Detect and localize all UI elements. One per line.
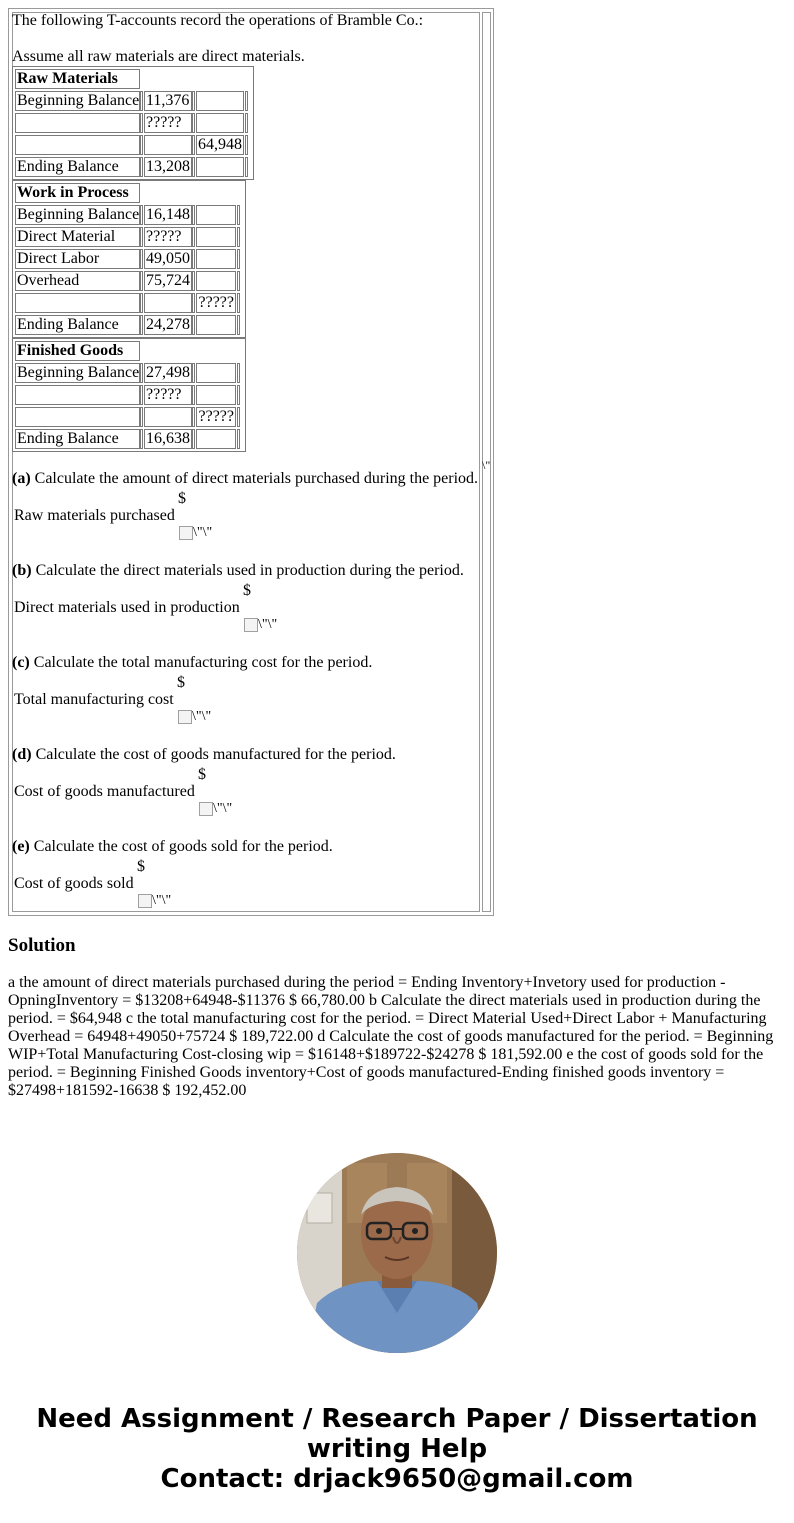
wip-row-5-debit	[144, 293, 192, 313]
rm-separator-left-4	[140, 157, 143, 177]
fg-row-1-credit	[196, 363, 236, 383]
question-d-text: Calculate the cost of goods manufactured for the period.	[31, 746, 396, 763]
wip-row-6-debit: 24,278	[146, 316, 190, 333]
broken-image-icon	[178, 710, 192, 724]
wip-separator-right-1	[237, 205, 240, 225]
rm-separator-left-2	[140, 113, 143, 133]
question-e-letter: (e)	[12, 838, 30, 855]
wip-row-6-label: Ending Balance	[15, 315, 140, 335]
rm-separator-mid-3	[192, 135, 195, 155]
wip-separator-left-1	[140, 205, 143, 225]
rm-separator-right-1	[245, 91, 248, 111]
fg-separator-left-4	[140, 429, 143, 449]
wip-row-3-credit	[196, 249, 236, 269]
fg-row-2-label	[15, 385, 140, 405]
rm-row-2-debit: ?????	[144, 113, 192, 133]
question-a-text: Calculate the amount of direct materials purchased during the period.	[30, 470, 479, 487]
rm-row-2-label	[15, 113, 140, 133]
question-b-letter: (b)	[12, 562, 32, 579]
rm-row-3-label	[15, 135, 140, 155]
wip-separator-mid-5	[192, 293, 195, 313]
wip-row-1-credit	[196, 205, 236, 225]
fg-separator-right-1	[237, 363, 240, 383]
raw-materials-table	[12, 66, 254, 180]
rm-separator-mid-1	[192, 91, 195, 111]
rm-row-3-credit: 64,948	[198, 136, 242, 153]
rm-separator-right-2	[245, 113, 248, 133]
fg-title: Finished Goods	[15, 341, 140, 361]
rm-row-1-credit	[196, 91, 244, 111]
work-in-process-table	[12, 180, 246, 338]
wip-row-2-credit	[196, 227, 236, 247]
fg-row-1-label: Beginning Balance	[17, 364, 140, 381]
answer-b-currency: $	[243, 582, 251, 599]
promo-banner	[0, 1404, 794, 1494]
rm-separator-right-4	[245, 157, 248, 177]
fg-separator-left-1	[140, 363, 143, 383]
fg-row-1-debit: 27,498	[146, 364, 190, 381]
fg-row-4-credit	[196, 429, 236, 449]
solution-text: a the amount of direct materials purchased during the period = Ending Inventory+Invetory used for production - OpningInventory = $13208+64948-$11376 $ 66,780.00 b Calculate the direct materials used in production during the period. = $64,948 c the total manufacturing cost for the period. = Direct Material Used+Direct Labor + Manufacturing Overhead = 64948+49050+75724 $ 189,722.00 d Calculate the cost of goods manufactured for the period. = Beginning WIP+Total Manufacturing Cost-closing wip = $16148+$189722-$24278 $ 181,592.00 e the cost of goods sold for the period. = Beginning Finished Goods inventory+Cost of goods manufactured-Ending finished goods inventory = $27498+181592-16638 $ 192,452.00	[8, 974, 774, 1099]
wip-separator-left-3	[140, 249, 143, 269]
wip-row-1-label: Beginning Balance	[17, 206, 140, 223]
fg-row-3-debit	[144, 407, 192, 427]
answer-e-label: Cost of goods sold	[14, 875, 134, 892]
rm-row-1-debit: 11,376	[144, 91, 192, 111]
fg-separator-left-3	[140, 407, 143, 427]
promo-contact: Contact: drjack9650@gmail.com	[160, 1464, 634, 1494]
answer-c-input-alt: \"\"	[192, 709, 212, 724]
fg-separator-right-2	[237, 385, 240, 405]
wip-separator-left-4	[140, 271, 143, 291]
answer-b-input[interactable]	[244, 617, 277, 633]
fg-separator-mid-3	[192, 407, 195, 427]
question-d	[12, 746, 396, 764]
solution-heading: Solution	[8, 935, 76, 956]
broken-image-icon	[138, 894, 152, 908]
wip-separator-right-3	[237, 249, 240, 269]
fg-separator-right-4	[237, 429, 240, 449]
fg-row-3-label	[15, 407, 140, 427]
answer-d-input[interactable]	[199, 801, 232, 817]
assumption-text: Assume all raw materials are direct materials.	[12, 48, 305, 65]
answer-b-label: Direct materials used in production	[14, 599, 240, 616]
wip-row-6-credit	[196, 315, 236, 335]
rm-separator-mid-4	[192, 157, 195, 177]
wip-row-4-credit	[196, 271, 236, 291]
rm-separator-left-3	[140, 135, 143, 155]
question-e-text: Calculate the cost of goods sold for the period.	[29, 838, 333, 855]
fg-row-2-credit	[196, 385, 236, 405]
answer-a-currency: $	[178, 490, 186, 507]
wip-separator-right-5	[237, 293, 240, 313]
fg-separator-mid-4	[192, 429, 195, 449]
question-a	[12, 470, 478, 488]
question-d-letter: (d)	[12, 746, 32, 763]
answer-d-currency: $	[198, 766, 206, 783]
fg-separator-mid-2	[192, 385, 195, 405]
question-b	[12, 562, 464, 580]
broken-image-icon	[199, 802, 213, 816]
answer-e-currency: $	[137, 858, 145, 875]
wip-separator-right-2	[237, 227, 240, 247]
answer-e-input-alt: \"\"	[152, 893, 172, 908]
question-c-letter: (c)	[12, 654, 30, 671]
question-e	[12, 838, 333, 856]
rm-row-4-debit: 13,208	[146, 158, 190, 175]
avatar-portrait	[297, 1153, 497, 1353]
fg-row-4-debit: 16,638	[146, 430, 190, 447]
wip-separator-right-6	[237, 315, 240, 335]
promo-line-1: Need Assignment / Research Paper / Dissertation	[36, 1404, 758, 1434]
answer-c-label: Total manufacturing cost	[14, 691, 174, 708]
wip-separator-mid-1	[192, 205, 195, 225]
fg-row-4-label: Ending Balance	[15, 429, 140, 449]
intro-text: The following T-accounts record the operations of Bramble Co.:	[12, 12, 424, 29]
rm-row-1-label: Beginning Balance	[17, 92, 140, 109]
wip-row-3-debit: 49,050	[146, 250, 190, 267]
question-b-text: Calculate the direct materials used in production during the period.	[31, 562, 464, 579]
wip-separator-right-4	[237, 271, 240, 291]
rm-row-2-credit	[196, 113, 244, 133]
broken-image-icon	[244, 618, 258, 632]
wip-separator-left-5	[140, 293, 143, 313]
fg-separator-right-3	[237, 407, 240, 427]
question-c	[12, 654, 372, 672]
finished-goods-table	[12, 338, 246, 452]
answer-a-input[interactable]	[179, 525, 212, 541]
wip-row-4-debit: 75,724	[146, 272, 190, 289]
fg-row-2-debit: ?????	[144, 385, 192, 405]
wip-row-2-label: Direct Material	[15, 227, 140, 247]
wip-row-3-label: Direct Labor	[15, 249, 140, 269]
fg-separator-mid-1	[192, 363, 195, 383]
raw-materials-title: Raw Materials	[15, 69, 140, 89]
wip-row-4-label: Overhead	[15, 271, 140, 291]
rm-separator-right-3	[245, 135, 248, 155]
wip-row-2-debit: ?????	[144, 227, 192, 247]
answer-e-input[interactable]	[138, 893, 171, 909]
wip-separator-mid-6	[192, 315, 195, 335]
wip-row-5-label	[15, 293, 140, 313]
rm-row-4-credit	[196, 157, 244, 177]
broken-image-icon	[179, 526, 193, 540]
promo-line-2: writing Help	[306, 1434, 488, 1464]
rm-separator-mid-2	[192, 113, 195, 133]
question-a-letter: (a)	[12, 470, 31, 487]
wip-separator-mid-3	[192, 249, 195, 269]
answer-d-input-alt: \"\"	[213, 801, 233, 816]
answer-a-label: Raw materials purchased	[14, 507, 175, 524]
rm-row-3-debit	[144, 135, 192, 155]
question-c-text: Calculate the total manufacturing cost for the period.	[29, 654, 373, 671]
wip-row-1-debit: 16,148	[146, 206, 190, 223]
answer-a-input-alt: \"\"	[193, 525, 213, 540]
rm-row-4-label: Ending Balance	[15, 157, 140, 177]
answer-b-input-alt: \"\"	[258, 617, 278, 632]
wip-separator-mid-4	[192, 271, 195, 291]
fg-row-3-credit: ?????	[196, 407, 236, 427]
fg-separator-left-2	[140, 385, 143, 405]
wip-title: Work in Process	[15, 183, 140, 203]
avatar	[297, 1153, 497, 1353]
wip-separator-left-6	[140, 315, 143, 335]
answer-d-label: Cost of goods manufactured	[14, 783, 195, 800]
answer-c-currency: $	[177, 674, 185, 691]
wip-separator-left-2	[140, 227, 143, 247]
rm-separator-left-1	[140, 91, 143, 111]
answer-c-input[interactable]	[178, 709, 211, 725]
wip-row-5-credit: ?????	[196, 293, 236, 313]
wip-separator-mid-2	[192, 227, 195, 247]
stray-quote-mark: \"	[482, 458, 491, 472]
